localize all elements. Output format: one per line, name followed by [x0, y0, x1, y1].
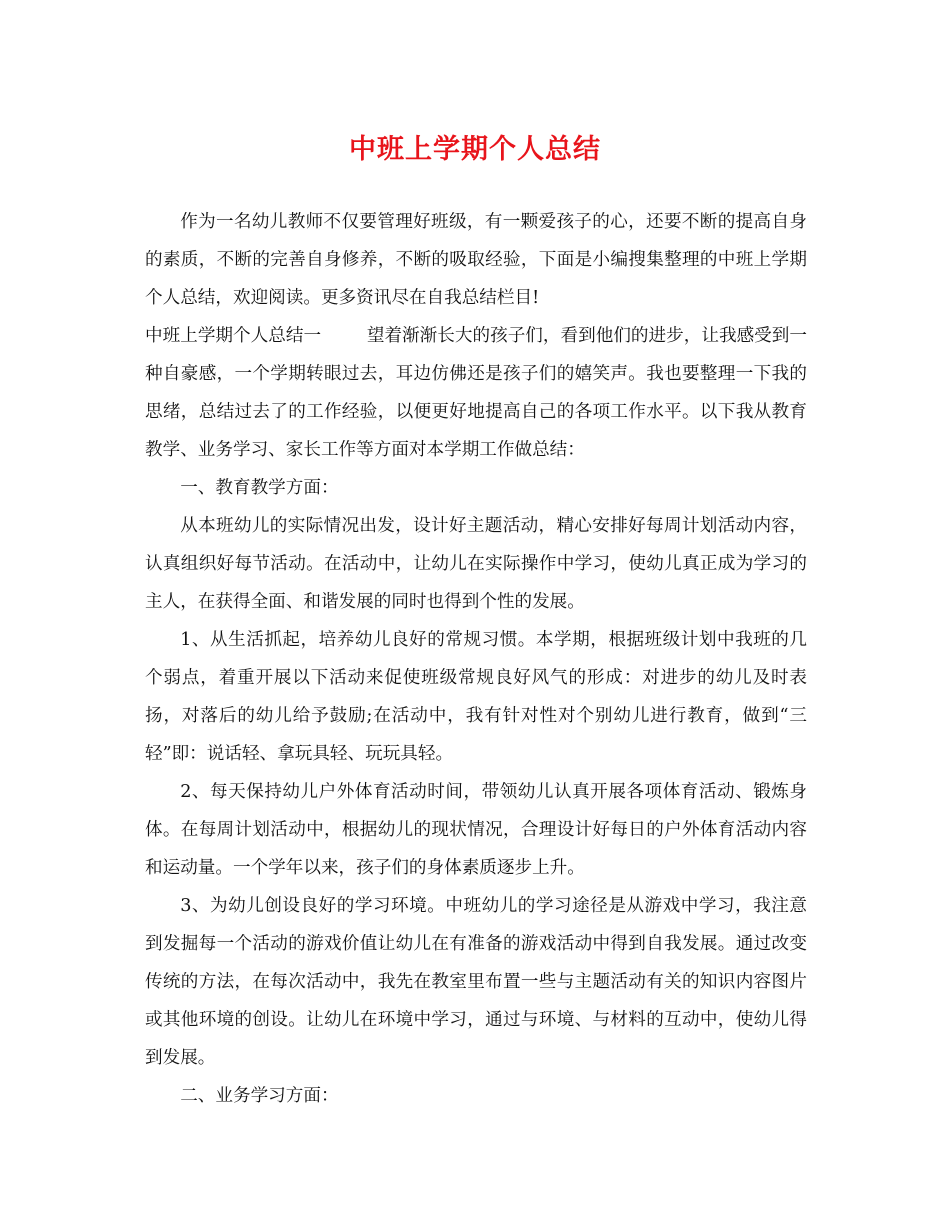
point-routine: 1、从生活抓起，培养幼儿良好的常规习惯。本学期，根据班级计划中我班的几个弱点，着重开展以下活动来促使班级常规良好风气的形成：对进步的幼儿及时表扬，对落后的幼儿给予鼓励;在活动中，我有针对性对个别幼儿进行教育，做到“三轻”即：说话轻、拿玩具轻、玩玩具轻。	[145, 630, 807, 764]
teaching-paragraph: 从本班幼儿的实际情况出发，设计好主题活动，精心安排好每周计划活动内容，认真组织好每节活动。在活动中，让幼儿在实际操作中学习，使幼儿真正成为学习的主人，在获得全面、和谐发展的同时也得到个性的发展。	[145, 516, 807, 612]
point-environment: 3、为幼儿创设良好的学习环境。中班幼儿的学习途径是从游戏中学习，我注意到发掘每一个活动的游戏价值让幼儿在有准备的游戏活动中得到自我发展。通过改变传统的方法，在每次活动中，我先在教室里布置一些与主题活动有关的知识内容图片或其他环境的创设。让幼儿在环境中学习，通过与环境、与材料的互动中，使幼儿得到发展。	[145, 896, 807, 1068]
point-outdoor: 2、每天保持幼儿户外体育活动时间，带领幼儿认真开展各项体育活动、锻炼身体。在每周计划活动中，根据幼儿的现状情况，合理设计好每日的户外体育活动内容和运动量。一个学年以来，孩子们的身体素质逐步上升。	[145, 782, 807, 878]
section-label: 中班上学期个人总结一	[145, 326, 322, 346]
intro-paragraph: 作为一名幼儿教师不仅要管理好班级，有一颗爱孩子的心，还要不断的提高自身的素质，不断的完善自身修养，不断的吸取经验，下面是小编搜集整理的中班上学期个人总结，欢迎阅读。更多资讯尽在自我总结栏目!	[145, 212, 807, 308]
section-lead: 望着渐渐长大的孩子们，看到他们的进步，让我感受到一种自豪感，一个学期转眼过去，耳边仿佛还是孩子们的嬉笑声。我也要整理一下我的思绪，总结过去了的工作经验，以便更好地提高自己的各项工作水平。以下我从教育教学、业务学习、家长工作等方面对本学期工作做总结：	[145, 326, 807, 460]
heading-teaching: 一、教育教学方面：	[180, 478, 339, 498]
document-body	[145, 203, 807, 1115]
document-title: 中班上学期个人总结	[349, 134, 601, 165]
heading-study: 二、业务学习方面：	[180, 1086, 339, 1106]
section-paragraph	[145, 317, 807, 469]
